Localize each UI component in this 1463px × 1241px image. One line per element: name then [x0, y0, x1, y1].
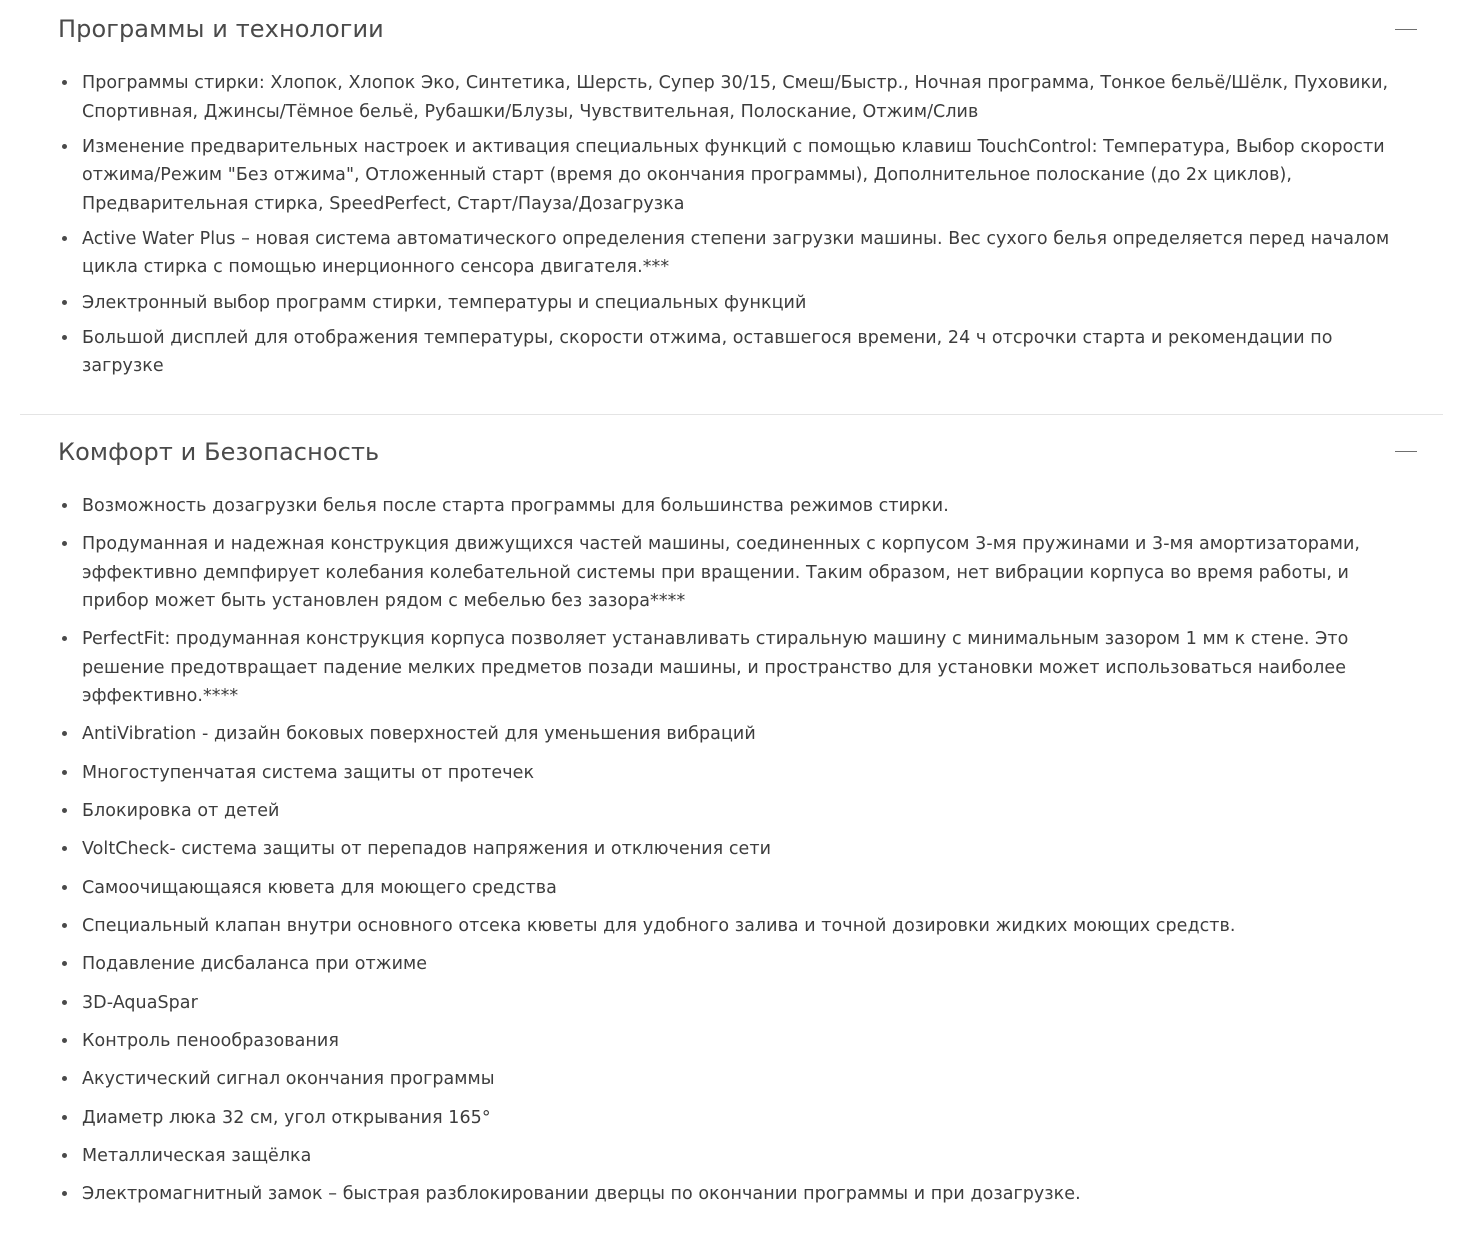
section-comfort-and-safety	[20, 415, 1443, 1241]
section-header-comfort[interactable]	[20, 415, 1443, 484]
minus-icon[interactable]	[1393, 17, 1419, 43]
list-item: Электронный выбор программ стирки, температуры и специальных функций	[58, 289, 1413, 317]
list-item: Active Water Plus – новая система автоматического определения степени загрузки машины. Вес сухого белья определяется перед началом цикла стирка с помощью инерционного сенсора двигателя.***	[58, 225, 1413, 282]
list-item: Контроль пенообразования	[58, 1027, 1413, 1055]
list-item: VoltCheck- система защиты от перепадов напряжения и отключения сети	[58, 835, 1413, 863]
list-item: Изменение предварительных настроек и активация специальных функций с помощью клавиш TouchControl: Температура, Выбор скорости отжима/Режим "Без отжима", Отложенный старт (время до окончания программы), Дополнительное полоскание (до 2х циклов), Предварительная стирка, SpeedPerfect, Старт/Пауза/Дозагрузка	[58, 133, 1413, 218]
section-programs-and-technologies	[20, 0, 1443, 415]
list-item: Возможность дозагрузки белья после старта программы для большинства режимов стирки.	[58, 492, 1413, 520]
list-item: 3D-AquaSpar	[58, 989, 1413, 1017]
list-item: Акустический сигнал окончания программы	[58, 1065, 1413, 1093]
list-item: Программы стирки: Хлопок, Хлопок Эко, Синтетика, Шерсть, Супер 30/15, Смеш/Быстр., Ночная программа, Тонкое бельё/Шёлк, Пуховики, Спортивная, Джинсы/Тёмное бельё, Рубашки/Блузы, Чувствительная, Полоскание, Отжим/Слив	[58, 69, 1413, 126]
list-item: Электромагнитный замок – быстрая разблокировании дверцы по окончании программы и при дозагрузке.	[58, 1180, 1413, 1208]
list-item: Металлическая защёлка	[58, 1142, 1413, 1170]
list-item: Блокировка от детей	[58, 797, 1413, 825]
feature-list-programs	[20, 59, 1443, 413]
list-item: PerfectFit: продуманная конструкция корпуса позволяет устанавливать стиральную машину с минимальным зазором 1 мм к стене. Это решение предотвращает падение мелких предметов позади машины, и пространство для установки может использоваться наиболее эффективно.****	[58, 625, 1413, 710]
section-title-programs: Программы и технологии	[58, 15, 384, 43]
section-title-comfort: Комфорт и Безопасность	[58, 437, 380, 466]
list-item: Продуманная и надежная конструкция движущихся частей машины, соединенных с корпусом 3-мя пружинами и 3-мя амортизаторами, эффективно демпфирует колебания колебательной системы при вращении. Таким образом, нет вибрации корпуса во время работы, и прибор может быть установлен рядом с мебелью без зазора****	[58, 530, 1413, 615]
list-item: Большой дисплей для отображения температуры, скорости отжима, оставшегося времени, 24 ч отсрочки старта и рекомендации по загрузке	[58, 324, 1413, 381]
feature-list-comfort	[20, 484, 1443, 1241]
list-item: Подавление дисбаланса при отжиме	[58, 950, 1413, 978]
list-item: AntiVibration - дизайн боковых поверхностей для уменьшения вибраций	[58, 720, 1413, 748]
section-header-programs[interactable]	[20, 0, 1443, 59]
list-item: Специальный клапан внутри основного отсека кюветы для удобного залива и точной дозировки жидких моющих средств.	[58, 912, 1413, 940]
list-item: Самоочищающаяся кювета для моющего средства	[58, 874, 1413, 902]
list-item: Диаметр люка 32 см, угол открывания 165°	[58, 1104, 1413, 1132]
list-item: Многоступенчатая система защиты от протечек	[58, 759, 1413, 787]
minus-icon[interactable]	[1393, 439, 1419, 465]
